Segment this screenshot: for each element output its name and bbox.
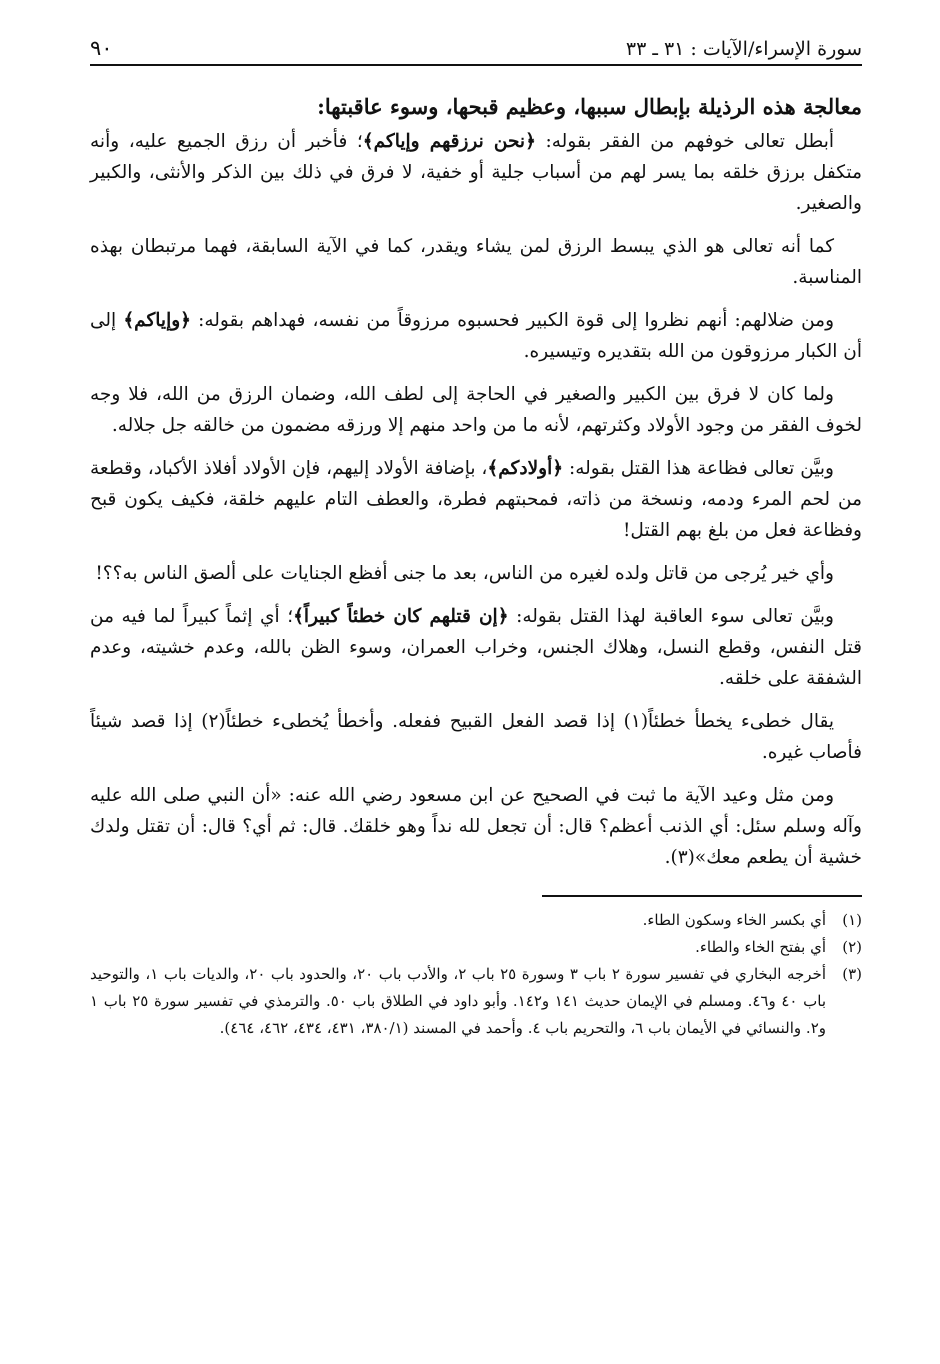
paragraph-text: وأي خير يُرجى من قاتل ولده لغيره من الناس، بعد ما جنى أفظع الجنايات على ألصق الناس به؟؟! xyxy=(95,563,834,584)
paragraph-text: ؛ أي إثماً كبيراً لما فيه من قتل النفس، وقطع النسل، وهلاك الجنس، وخراب العمران، وسوء الظن بالله، وعدم خشيته، وعدم الشفقة على خلقه. xyxy=(90,606,862,689)
paragraph xyxy=(90,453,862,546)
paragraph xyxy=(90,558,862,589)
footnote-text: أي بفتح الخاء والطاء. xyxy=(695,938,826,956)
paragraph-text: ، بإضافة الأولاد إليهم، فإن الأولاد أفلاذ الأكباد، وقطعة من لحم المرء ودمه، ونسخة من ذاته، فمحبتهم فطرة، والعطف التام عليهم خلقة، فكيف يكون قبح وفظاعة فعل من بلغ بهم القتل! xyxy=(90,458,862,541)
quran-quote: ﴿وإياكم﴾ xyxy=(123,310,191,331)
footnote xyxy=(90,934,862,961)
paragraph xyxy=(90,305,862,367)
quran-quote: ﴿إن قتلهم كان خطئاً كبيراً﴾ xyxy=(293,606,509,627)
paragraph-text: يقال خطىء يخطأ خطئاً(١) إذا قصد الفعل القبيح ففعله. وأخطأ يُخطىء خطئاً(٢) إذا قصد شيئاً فأصاب غيره. xyxy=(90,711,862,763)
paragraph-text: وبيَّن تعالى فظاعة هذا القتل بقوله: xyxy=(563,458,834,479)
footnote-number: (٣) xyxy=(842,965,862,983)
paragraph-text: ومن مثل وعيد الآية ما ثبت في الصحيح عن ابن مسعود رضي الله عنه: «أن النبي صلى الله عليه وآله وسلم سئل: أي الذنب أعظم؟ قال: أن تجعل لله نداً وهو خلقك. قال: ثم أي؟ قال: أن تقتل ولدك خشية أن يطعم معك»(٣). xyxy=(90,785,862,868)
book-page xyxy=(90,30,862,1042)
footnote-number: (٢) xyxy=(842,938,862,956)
footnote xyxy=(90,961,862,1042)
paragraph-text: ؛ فأخبر أن رزق الجميع عليه، وأنه متكفل برزق خلقه بما يسر لهم من أسباب جلية أو خفية، لا فرق في ذلك بين الذكر والأنثى، والكبير والصغير. xyxy=(90,131,862,214)
paragraph xyxy=(90,601,862,694)
footnote-separator xyxy=(542,895,862,897)
footnote-text: أخرجه البخاري في تفسير سورة ٢ باب ٣ وسورة ٢٥ باب ٢، والأدب باب ٢٠، والحدود باب ٢٠، والديات باب ١، والتوحيد باب ٤٠ و٤٦. ومسلم في الإيمان حديث ١٤١ و١٤٢. وأبو داود في الطلاق باب ٥٠. والترمذي في تفسير سورة ٢٥ باب ١ و٢. والنسائي في الأيمان باب ٦، والتحريم باب ٤. وأحمد في المسند (٣٨٠/١، ٤٣١، ٤٣٤، ٤٦٢، ٤٦٤). xyxy=(90,965,826,1037)
page-header xyxy=(90,30,862,66)
paragraph-text: ولما كان لا فرق بين الكبير والصغير في الحاجة إلى لطف الله، وضمان الرزق من الله، فلا وجه لخوف الفقر من وجود الأولاد وكثرتهم، لأنه ما من واحد منهم إلا ورزقه مضمون من خالقه جل جلاله. xyxy=(90,384,862,436)
paragraph-text: إلى أن الكبار مرزوقون من الله بتقديره وتيسيره. xyxy=(90,310,862,362)
paragraph xyxy=(90,231,862,293)
footnote xyxy=(90,907,862,934)
paragraph-text: وبيَّن تعالى سوء العاقبة لهذا القتل بقوله: xyxy=(508,606,834,627)
body-text xyxy=(90,126,862,873)
paragraph xyxy=(90,379,862,441)
footnote-text: أي بكسر الخاء وسكون الطاء. xyxy=(642,911,826,929)
quran-quote: ﴿أولادكم﴾ xyxy=(487,458,564,479)
section-heading: معالجة هذه الرذيلة بإبطال سببها، وعظيم قبحها، وسوء عاقبتها: xyxy=(317,94,862,119)
paragraph xyxy=(90,780,862,873)
paragraph-text: ومن ضلالهم: أنهم نظروا إلى قوة الكبير فحسبوه مرزوقاً من نفسه، فهداهم بقوله: xyxy=(191,310,835,331)
running-title: سورة الإسراء/الآيات : ٣١ ـ ٣٣ xyxy=(625,38,862,60)
footnotes xyxy=(90,907,862,1042)
quran-quote: ﴿نحن نرزقهم وإياكم﴾ xyxy=(362,131,536,152)
paragraph-text: كما أنه تعالى هو الذي يبسط الرزق لمن يشاء ويقدر، كما في الآية السابقة، فهما مرتبطان بهذه المناسبة. xyxy=(90,236,862,288)
footnote-number: (١) xyxy=(842,911,862,929)
paragraph-text: أبطل تعالى خوفهم من الفقر بقوله: xyxy=(535,131,835,152)
paragraph xyxy=(90,126,862,219)
page-number: ٩٠ xyxy=(90,36,113,60)
paragraph xyxy=(90,706,862,768)
